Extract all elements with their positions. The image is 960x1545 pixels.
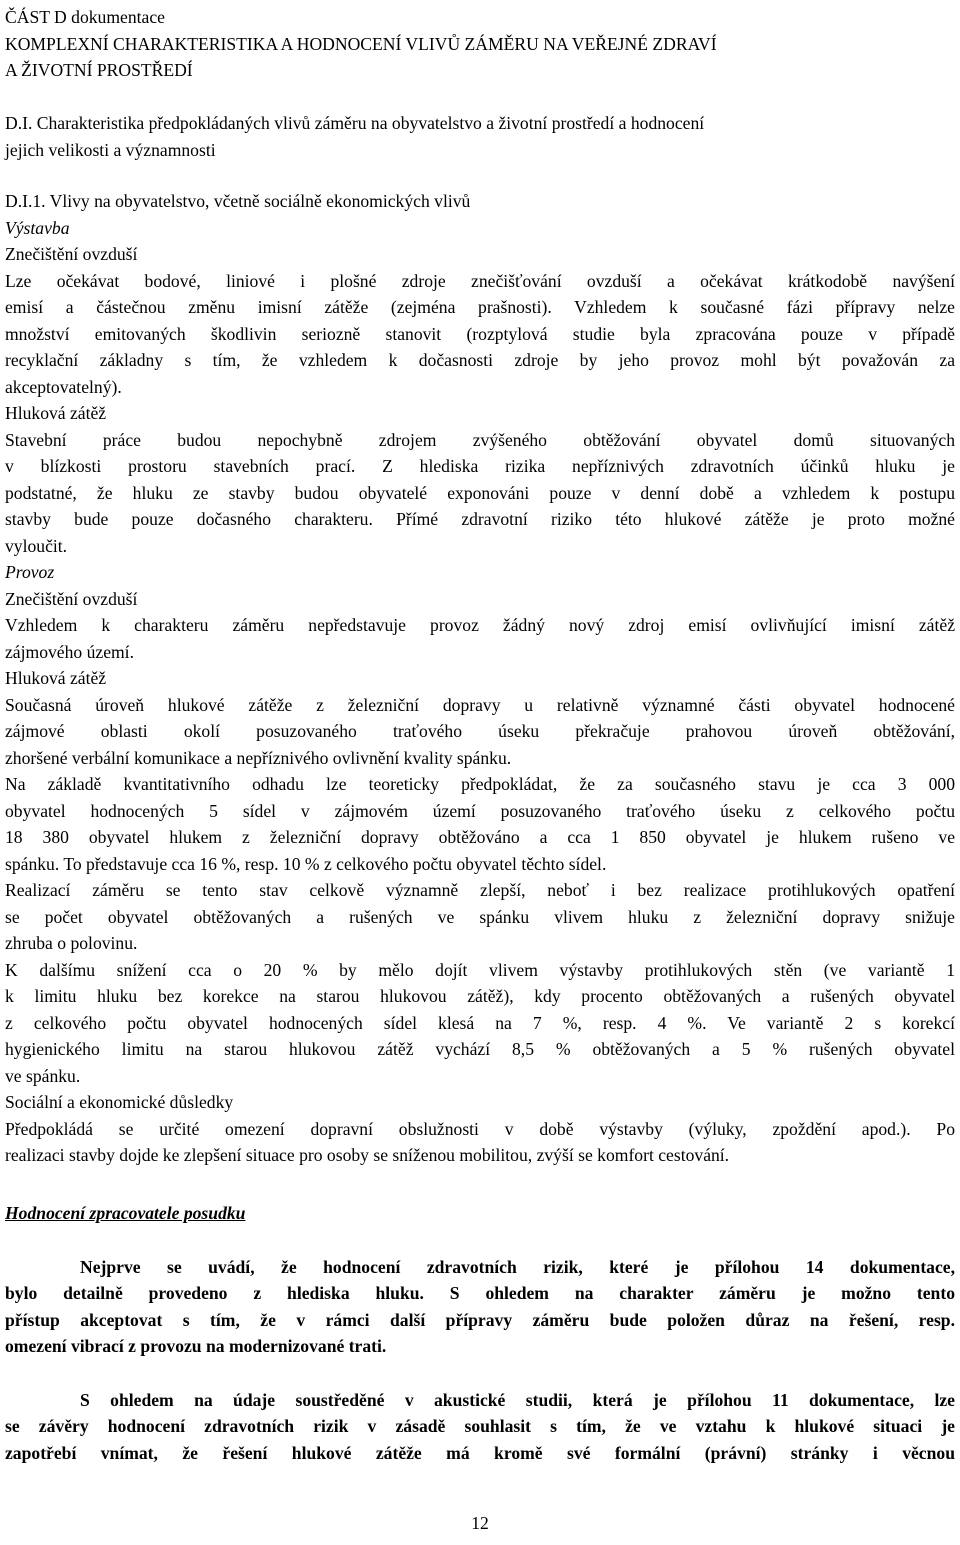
text-line: zhoršené verbální komunikace a nepříznivého ovlivnění kvality spánku. xyxy=(5,747,512,768)
part-heading-line-1: ČÁST D dokumentace xyxy=(5,7,165,27)
text-line: realizaci stavby dojde ke zlepšení situace pro osoby se sníženou mobilitou, zvýší se komfort cestování. xyxy=(5,1145,730,1165)
section-d1-line-2: jejich velikosti a významnosti xyxy=(5,139,216,160)
text-line: ve spánku. xyxy=(5,1065,81,1086)
part-heading-line-3: A ŽIVOTNÍ PROSTŘEDÍ xyxy=(5,60,193,80)
vystavba-hluk-heading: Hluková zátěž xyxy=(5,403,107,423)
provoz-ovzdusi-heading: Znečištění ovzduší xyxy=(5,588,138,609)
section-d1-line-1: D.I. Charakteristika předpokládaných vlivů záměru na obyvatelstvo a životní prostředí a hodnocení xyxy=(5,113,705,133)
text-line: zhruba o polovinu. xyxy=(5,933,138,953)
text-line: z celkového počtu obyvatel hodnocených sídel klesá na 7 %, resp. 4 %. Ve variantě 2 s korekcí xyxy=(5,1012,955,1033)
text-line: podstatné, že hluku ze stavby budou obyvatelé exponováni pouze v denní době a vzhledem k postupu xyxy=(5,482,955,503)
text-line: obyvatel hodnocených 5 sídel v zájmovém území posuzovaného traťového úseku z celkového počtu xyxy=(5,800,955,821)
section-d11-heading: D.I.1. Vlivy na obyvatelstvo, včetně sociálně ekonomických vlivů xyxy=(5,191,471,211)
body-text xyxy=(5,188,955,1169)
evaluation-section xyxy=(5,1200,955,1466)
text-line: K dalšímu snížení cca o 20 % by mělo dojít vlivem výstavby protihlukových stěn (ve variantě 1 xyxy=(5,959,955,980)
text-line: Lze očekávat bodové, liniové i plošné zdroje znečišťování ovzduší a očekávat krátkodobě navýšení xyxy=(5,270,955,291)
text-line: se závěry hodnocení zdravotních rizik v zásadě souhlasit s tím, že ve vztahu k hlukové situaci je xyxy=(5,1416,955,1436)
text-line: hygienického limitu na starou hlukovou zátěž vychází 8,5 % obtěžovaných a 5 % rušených obyvatel xyxy=(5,1039,955,1059)
provoz-heading: Provoz xyxy=(5,562,55,582)
page-number: 12 xyxy=(471,1513,489,1533)
text-line: S ohledem na údaje soustředěné v akustické studii, která je přílohou 11 dokumentace, lze xyxy=(80,1389,955,1410)
text-line: 18 380 obyvatel hlukem z železniční dopravy obtěžováno a cca 1 850 obyvatel je hlukem rušeno ve xyxy=(5,827,955,847)
text-line: zájmového území. xyxy=(5,641,134,662)
text-line: množství emitovaných škodlivin seriozně stanovit (rozptylová studie byla zpracována pouze v případě xyxy=(5,323,955,344)
text-line: Stavební práce budou nepochybně zdrojem zvýšeného obtěžování obyvatel domů situovaných xyxy=(5,429,955,450)
evaluation-paragraph-2 xyxy=(5,1387,955,1467)
text-line: stavby bude pouze dočasného charakteru. Přímé zdravotní riziko této hlukové zátěže je proto možné xyxy=(5,509,955,529)
part-heading xyxy=(5,4,717,84)
text-line: emisí a částečnou změnu imisní zátěže (zejména prašnosti). Vzhledem k současné fázi přípravy nelze xyxy=(5,297,955,317)
vystavba-heading: Výstavba xyxy=(5,217,70,238)
text-line: Vzhledem k charakteru záměru nepředstavuje provoz žádný nový zdroj emisí ovlivňující imisní zátěž xyxy=(5,615,955,635)
text-line: Realizací záměru se tento stav celkově významně zlepší, neboť i bez realizace protihlukových opatření xyxy=(5,880,955,900)
text-line: akceptovatelný). xyxy=(5,376,122,397)
text-line: spánku. To představuje cca 16 %, resp. 10 % z celkového počtu obyvatel těchto sídel. xyxy=(5,853,607,874)
text-line: recyklační základny s tím, že vzhledem k dočasnosti zdroje by jeho provoz mohl být považován za xyxy=(5,350,955,370)
text-line: zapotřebí vnímat, že řešení hlukové zátěže má kromě své formální (právní) stránky i věcnou xyxy=(5,1442,955,1463)
text-line: omezení vibrací z provozu na modernizované trati. xyxy=(5,1336,387,1356)
text-line: přístup akceptovat s tím, že v rámci další přípravy záměru bude položen důraz na řešení, resp. xyxy=(5,1309,955,1330)
text-line: v blízkosti prostoru stavebních prací. Z hlediska rizika nepříznivých zdravotních účinků hluku je xyxy=(5,456,955,476)
text-line: zájmové oblasti okolí posuzovaného traťového úseku překračuje prahovou úroveň obtěžování, xyxy=(5,721,955,741)
text-line: vyloučit. xyxy=(5,535,68,556)
text-line: se počet obyvatel obtěžovaných a rušených ve spánku vlivem hluku z železniční dopravy snižuje xyxy=(5,906,955,927)
evaluation-heading: Hodnocení zpracovatele posudku xyxy=(5,1203,246,1223)
social-heading: Sociální a ekonomické důsledky xyxy=(5,1092,234,1112)
text-line: Nejprve se uvádí, že hodnocení zdravotních rizik, které je přílohou 14 dokumentace, xyxy=(80,1256,955,1277)
vystavba-ovzdusi-heading: Znečištění ovzduší xyxy=(5,244,138,264)
text-line: Současná úroveň hlukové zátěže z železniční dopravy u relativně významné části obyvatel hodnocené xyxy=(5,694,955,715)
provoz-hluk-heading: Hluková zátěž xyxy=(5,668,107,688)
text-line: Předpokládá se určité omezení dopravní obslužnosti v době výstavby (výluky, zpoždění apod.). Po xyxy=(5,1118,955,1139)
part-heading-line-2: KOMPLEXNÍ CHARAKTERISTIKA A HODNOCENÍ VLIVŮ ZÁMĚRU NA VEŘEJNÉ ZDRAVÍ xyxy=(5,33,717,54)
text-line: k limitu hluku bez korekce na starou hlukovou zátěž), kdy procento obtěžovaných a rušených obyvatel xyxy=(5,986,955,1006)
evaluation-paragraph-1 xyxy=(5,1254,955,1360)
section-d1-heading xyxy=(5,110,704,163)
text-line: bylo detailně provedeno z hlediska hluku. S ohledem na charakter záměru je možno tento xyxy=(5,1283,955,1303)
text-line: Na základě kvantitativního odhadu lze teoreticky předpokládat, že za současného stavu je cca 3 000 xyxy=(5,774,955,794)
